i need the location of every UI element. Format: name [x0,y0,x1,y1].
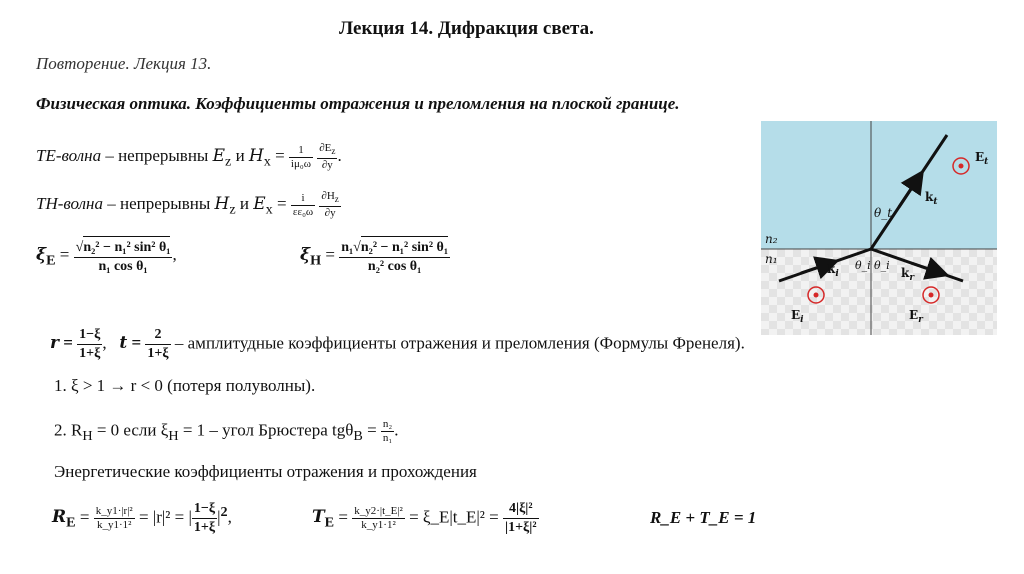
item2-sub: H [82,427,93,444]
item2-mid2: = 1 – угол Брюстера tgθ [178,420,354,440]
energy-t-frac2 [503,500,539,537]
fresnel-rden: 1+ξ [79,346,101,361]
refraction-figure [761,121,997,335]
xi-h-den: n₂² cos θ₁ [367,259,422,274]
xi-e-den: n₁ cos θ₁ [98,259,148,274]
tm-wave-line [36,190,341,220]
fresnel-r-frac [77,326,102,363]
xi-e-num: n₂² − n₁² sin² θ₁ [83,236,170,257]
tm-fraction [291,192,315,219]
te-e: E [212,146,226,166]
tm-eq: = [272,194,291,213]
n1-label: n₁ [765,252,778,266]
energy-Rden: k_y1·1² [96,519,132,531]
energy-sum: R_E + T_E = 1 [650,508,757,527]
item2-mid: = 0 если ξ [92,420,169,440]
fresnel-tnum: 2 [145,326,170,345]
energy-Rnum: k_y1·|r|² [95,505,133,517]
theta-i-right: θ_i [874,259,890,272]
section-heading: Физическая оптика. Коэффициенты отражения и преломления на плоской границе. [36,94,680,113]
upper-medium [761,121,997,249]
theta-i-left: θ_i [855,259,871,272]
tm-derivative [319,190,340,220]
item2-den: n₁ [382,432,393,444]
energy-R: R [52,507,67,528]
xi-e-sub: E [46,252,56,269]
te-esub: z [225,153,232,170]
energy-Tsub: E [324,514,335,531]
xi-h-num: n₂² − n₁² sin² θ₁ [361,236,448,257]
energy-Rabsnum: 1−ξ [192,500,217,519]
te-fraction [289,144,313,171]
tm-num: i [291,192,315,206]
tm-hsub: z [229,201,236,218]
tm-dnumsub: z [334,194,339,205]
te-eq: = [270,146,289,165]
energy-r-frac [94,505,135,532]
item2-frac [381,418,394,445]
item2-eq: = [362,420,381,440]
tm-text: – непрерывны [102,194,215,213]
tm-e: E [253,194,266,214]
energy-Rmid: = |r|² = [134,507,189,527]
item2-sub3: B [353,427,363,444]
tm-esub: x [265,201,273,218]
xi-h-eq: = [321,244,340,264]
er-label: $E_r$ [909,308,923,325]
tm-dnum: ∂H [321,190,335,202]
fresnel-t-frac [145,326,170,363]
te-dnum: ∂E [319,142,332,154]
kt-label: $k_t$ [925,190,938,207]
item-1: 1. ξ > 1 → r < 0 (потеря полуволны). [54,376,316,395]
ei-label: $E_i$ [791,308,804,325]
energy-t-formula: $T_E$ = $\frac{\text{k\_y2·|t\_E|²}}{\text{k\_y1·1²}}$ = ξ_E|t_E|² = $\frac{\text{4|ξ|²}}{\text{|1+ξ|²}}$ [312,501,537,535]
xi-e-eq: = [55,244,74,264]
tm-and: и [235,194,254,213]
fresnel-line: r = $\frac{1-\xi}{1+\xi}$ , t = $\frac{2}{1+\xi}$ – амплитудные коэффициенты отражения и преломления (Формулы Френеля). [50,327,745,361]
xi-h-formula [300,236,450,276]
te-and: и [231,146,249,165]
ki-label: $k_i$ [827,262,839,279]
fresnel-rnum: 1−ξ [77,326,102,345]
item2-sub2: H [168,427,179,444]
energy-Rpow: 2 [220,503,228,520]
te-num: 1 [289,144,313,158]
page-title: Лекция 14. Дифракция света. [339,18,594,39]
fresnel-text: – амплитудные коэффициенты отражения и преломления (Формулы Френеля). [170,333,745,353]
theta-t-label: θ_t [874,206,893,220]
te-wave-line [36,142,342,172]
te-end: . [337,146,342,165]
refraction-diagram [761,121,997,335]
energy-Tden: k_y1·1² [361,519,396,531]
te-h: H [248,146,264,166]
item-2 [54,418,399,445]
tm-h: H [214,194,230,214]
te-hsub: x [263,153,271,170]
item2-end: . [394,420,399,440]
xi-e-lhs: ξ [36,244,47,265]
te-dnumsub: z [331,146,336,157]
energy-Tmid: = ξ_E|t_E|² = [404,507,503,527]
fresnel-tden: 1+ξ [147,346,169,361]
review-label: Повторение. Лекция 13. [36,54,212,73]
energy-Tnum: k_y2·|t_E|² [354,505,403,517]
energy-heading: Энергетические коэффициенты отражения и прохождения [54,462,477,481]
et-label: $E_t$ [975,150,989,167]
te-text: – непрерывны [101,146,213,165]
fresnel-r: r [50,333,59,354]
energy-t-frac [352,505,405,532]
energy-Rsub: E [66,514,76,531]
xi-e-tail: , [172,244,177,264]
xi-e-fraction: $\frac{\text{√n₂² − n₁² sin² θ₁}}{\text{n₁ cos θ₁}}$ [74,236,173,276]
tm-den: εε₀ω [292,205,314,218]
kr-label: $k_r$ [901,266,915,283]
energy-r-formula: $R_E$ = $\frac{\text{k\_y1·|r|²}}{\text{k\_y1·1²}}$ = |r|² = | $\frac{1-\xi}{1+\xi}$ $|^2$, [52,501,232,535]
te-derivative [317,142,337,172]
energy-r-abs [192,500,217,537]
n2-label: n₂ [765,232,778,246]
xi-e-formula [36,236,177,276]
tm-label: TH-волна [36,194,103,213]
xi-h-pre: n₁ [341,240,354,255]
te-dden: ∂y [321,159,333,172]
te-label: TE-волна [36,146,102,165]
xi-h-fraction: $\frac{\text{n₁√n₂² − n₁² sin² θ₁}}{\text{n₂² cos θ₁}}$ [339,236,450,276]
fresnel-t: t [119,333,128,354]
item2-num: n₂ [382,418,393,430]
te-den: iμ₀ω [290,157,311,170]
energy-T: T [312,507,325,528]
energy-Rabsden: 1+ξ [193,520,216,535]
xi-h-lhs: ξ [300,244,311,265]
item2-start: 2. R [54,420,83,440]
xi-h-sub: H [310,252,322,269]
energy-Tfnum: 4|ξ|² [503,500,539,519]
tm-dden: ∂y [324,207,336,220]
energy-Tfden: |1+ξ|² [505,520,537,535]
